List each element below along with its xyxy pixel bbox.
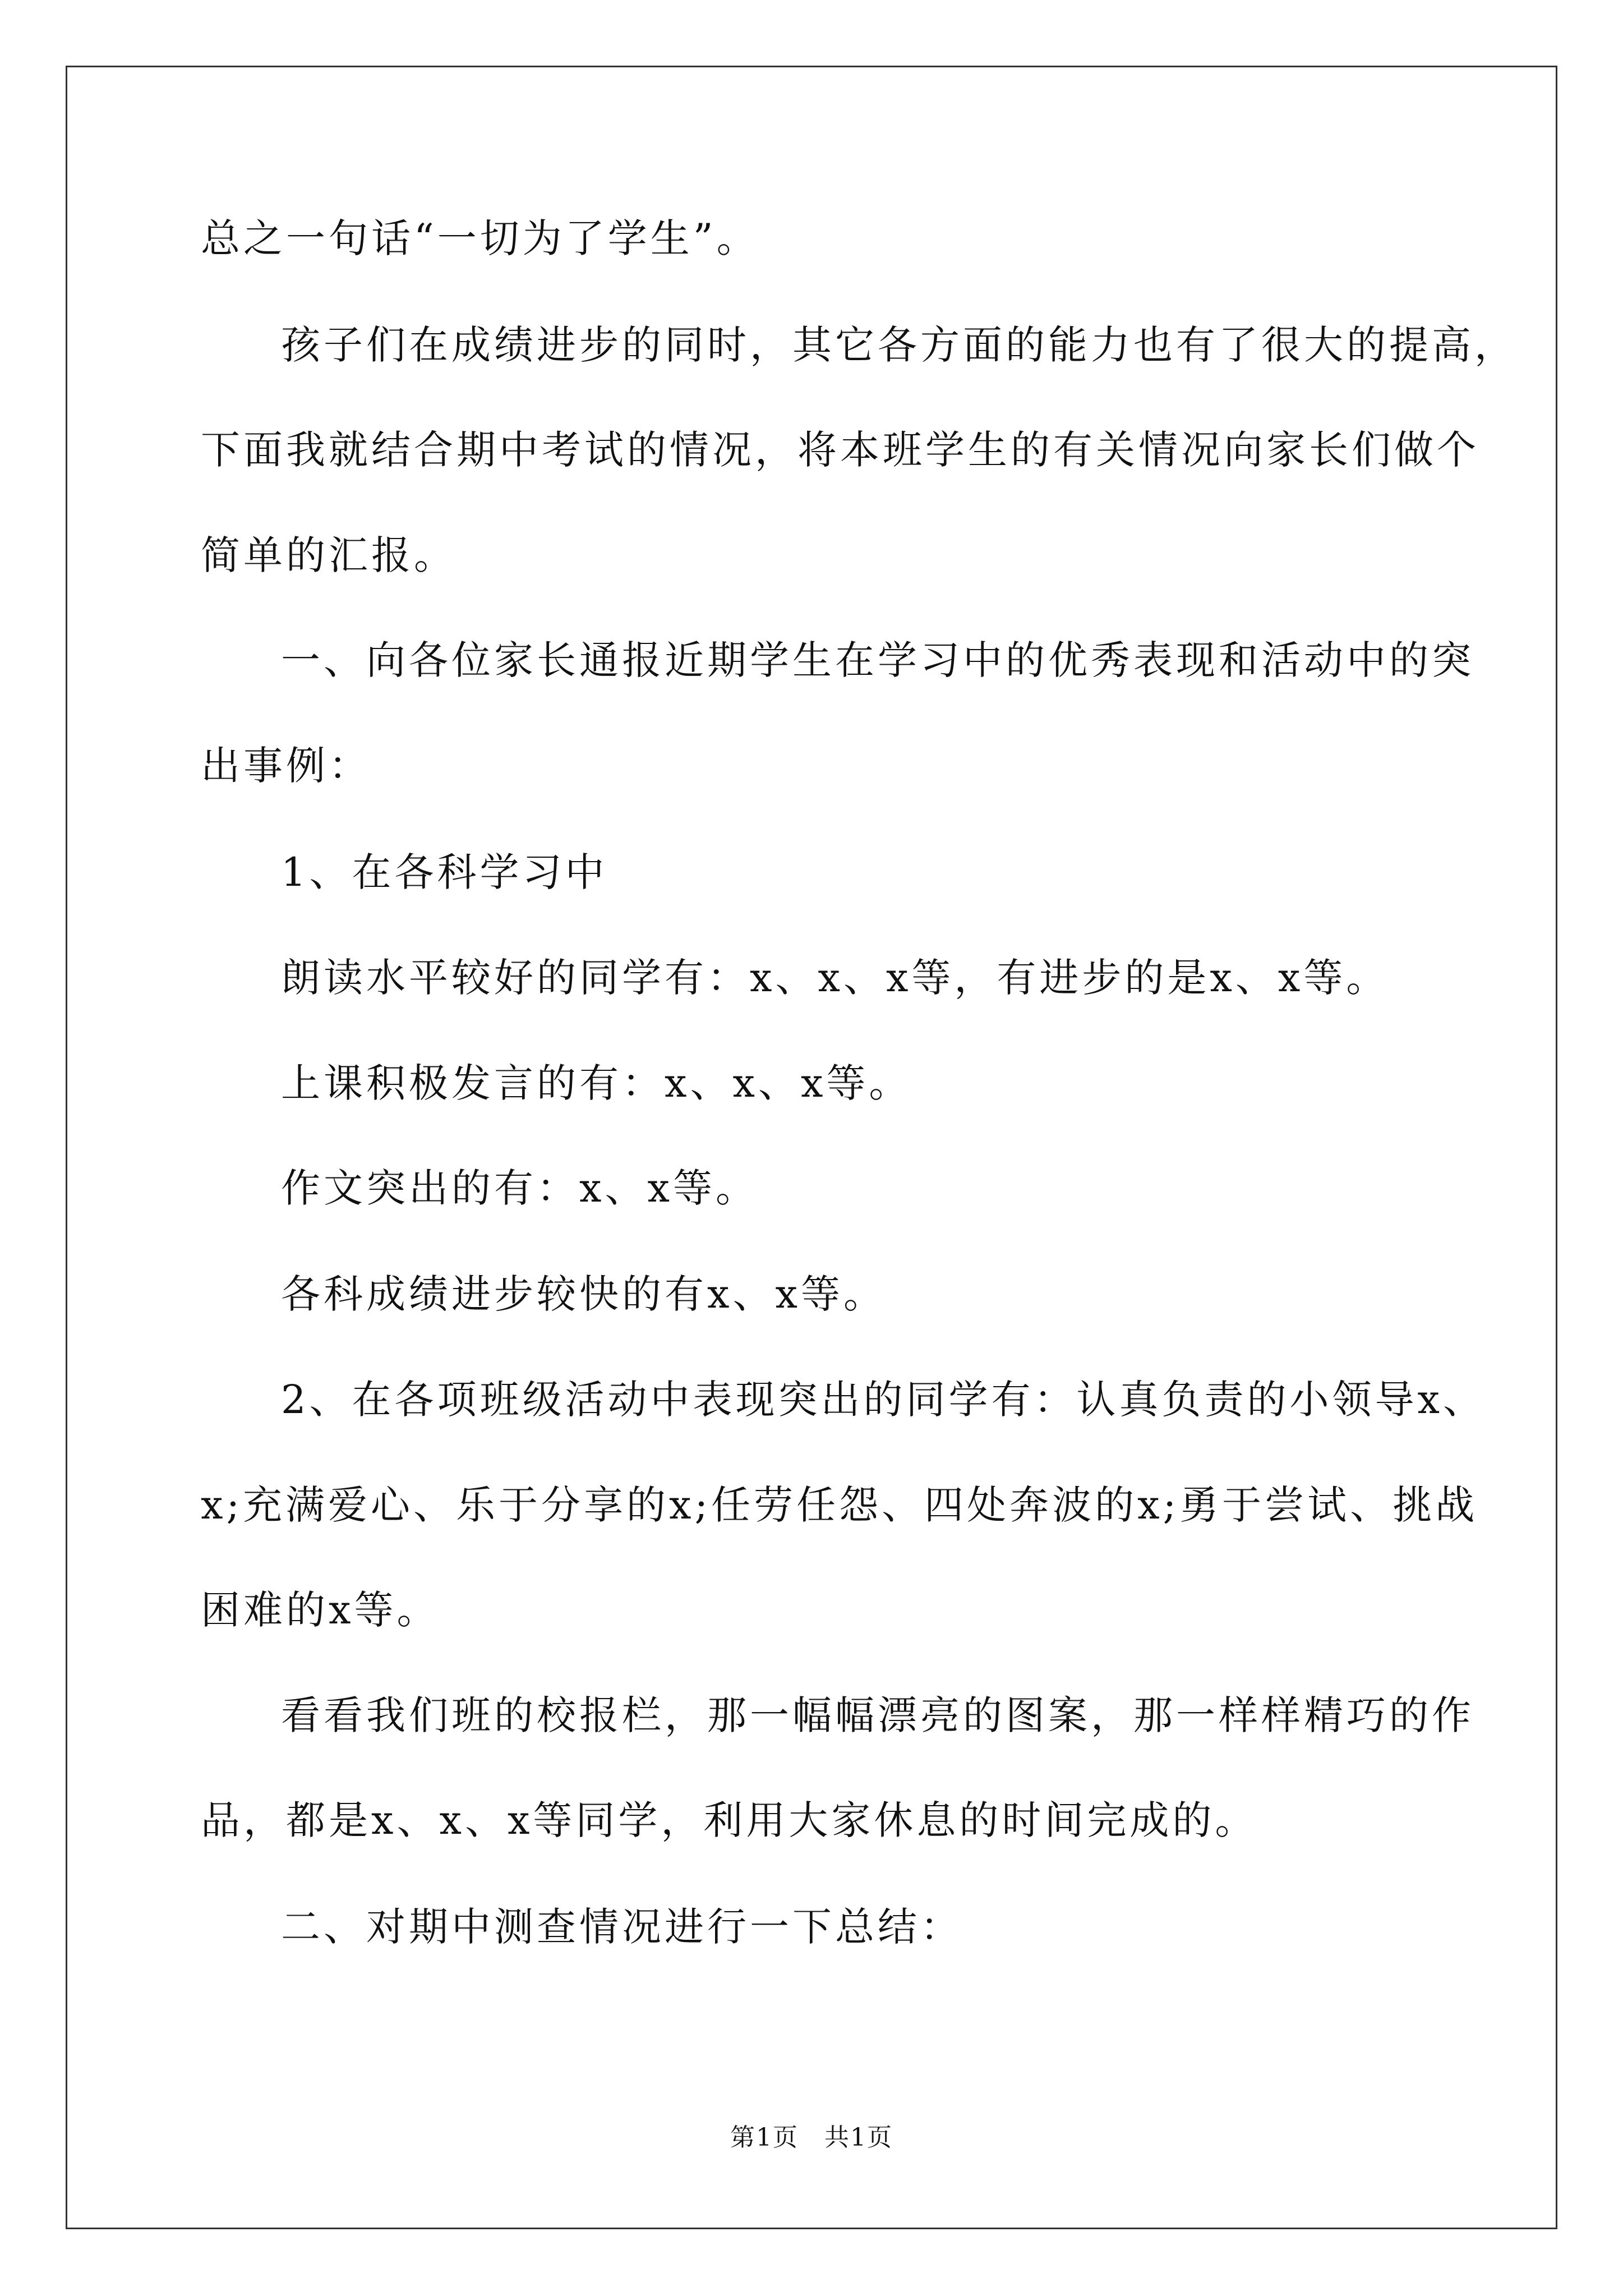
text-line: 下面我就结合期中考试的情况，将本班学生的有关情况向家长们做个 [201, 427, 1479, 473]
page-footer: 第1页 共1页 [730, 2123, 893, 2152]
text-line: 2、在各项班级活动中表现突出的同学有：认真负责的小领导x、 [281, 1377, 1486, 1423]
text-line: 上课积极发言的有：x、x、x等。 [281, 1060, 912, 1106]
text-line: 各科成绩进步较快的有x、x等。 [281, 1271, 886, 1317]
text-line: 困难的x等。 [201, 1587, 440, 1633]
text-line: 作文突出的有：x、x等。 [281, 1165, 758, 1211]
text-line: 出事例： [201, 743, 371, 789]
text-line: 孩子们在成绩进步的同时，其它各方面的能力也有了很大的提高， [281, 322, 1517, 368]
text-line: 品，都是x、x、x等同学，利用大家休息的时间完成的。 [201, 1797, 1258, 1843]
text-line: 看看我们班的校报栏，那一幅幅漂亮的图案，那一样样精巧的作 [281, 1692, 1474, 1738]
text-line: 二、对期中测查情况进行一下总结： [281, 1904, 963, 1950]
text-line: 朗读水平较好的同学有：x、x、x等，有进步的是x、x等。 [281, 955, 1389, 1001]
text-line: x;充满爱心、乐于分享的x;任劳任怨、四处奔波的x;勇于尝试、挑战 [201, 1482, 1478, 1528]
text-line: 简单的汇报。 [201, 532, 457, 578]
text-line: 1、在各科学习中 [281, 849, 608, 895]
text-line: 一、向各位家长通报近期学生在学习中的优秀表现和活动中的突 [281, 637, 1474, 683]
text-line: 总之一句话“一切为了学生”。 [201, 215, 759, 261]
